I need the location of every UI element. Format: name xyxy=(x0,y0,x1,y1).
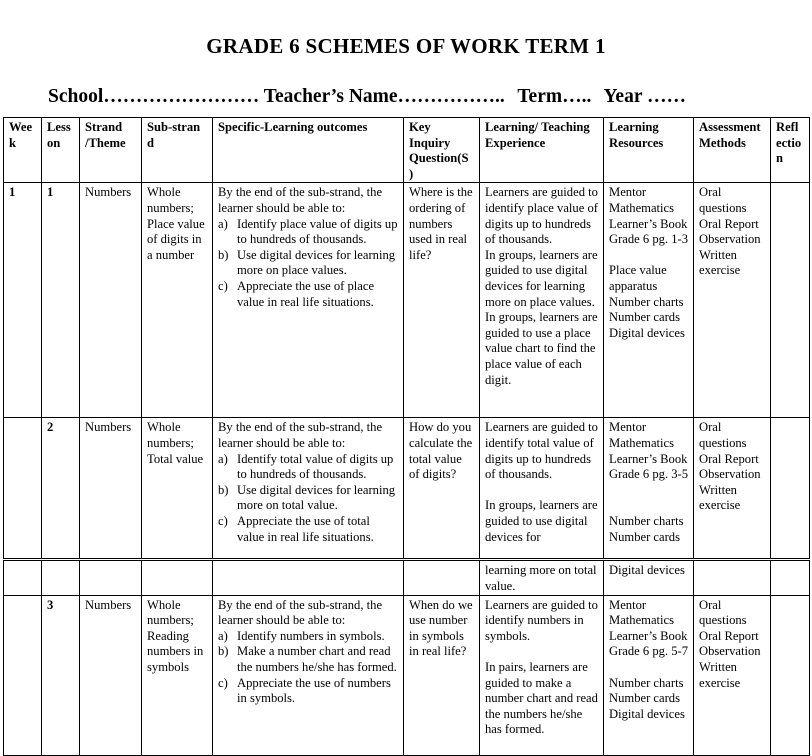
header-reflection: Refl ectio n xyxy=(771,118,810,183)
header-strand: Strand /Theme xyxy=(80,118,142,183)
resource-item: Number cards xyxy=(609,529,680,544)
header-outcomes: Specific-Learning outcomes xyxy=(213,118,404,183)
table-row xyxy=(4,183,810,418)
cell-kiq: Where is the ordering of numbers used in real life? xyxy=(404,183,480,418)
term-label: Term xyxy=(517,86,563,107)
resource-item: Digital devices xyxy=(609,706,685,721)
cell-reflection[interactable] xyxy=(771,595,810,755)
cell-outcomes xyxy=(213,595,404,755)
header-assessment: Assessment Methods xyxy=(694,118,771,183)
resource-item: Number charts xyxy=(609,513,684,528)
resource-item: Number charts xyxy=(609,294,684,309)
resource-item: Number charts xyxy=(609,675,684,690)
outcome-item: b) Use digital devices for learning more on total value. xyxy=(218,482,396,513)
table-row-continuation xyxy=(4,560,810,595)
assessment-item: Oral Report xyxy=(699,628,759,643)
table-row xyxy=(4,418,810,560)
cell-assessment xyxy=(694,595,771,755)
outcome-item: a) Identify numbers in symbols. xyxy=(218,628,385,643)
resource-item: Digital devices xyxy=(609,325,685,340)
cell-resources xyxy=(604,595,694,755)
assessment-item: Oral questions xyxy=(699,420,747,450)
page-title: GRADE 6 SCHEMES OF WORK TERM 1 xyxy=(206,34,606,58)
header-resources: Learning Resources xyxy=(604,118,694,183)
assessment-item: Oral Report xyxy=(699,451,759,466)
cell-strand: Numbers xyxy=(80,595,142,755)
outcome-item: a) Identify total value of digits up to hundreds of thousands. xyxy=(218,451,394,482)
cell-week xyxy=(4,595,42,755)
experience-item: In groups, learners are guided to use digital devices for xyxy=(485,498,598,544)
cell-reflection[interactable] xyxy=(771,560,810,595)
cell-lesson: 2 xyxy=(42,418,80,560)
experience-item: In pairs, learners are guided to make a number chart and read the numbers he/she has formed. xyxy=(485,659,598,737)
cell-lesson: 1 xyxy=(42,183,80,418)
cell-substrand: Whole numbers; Reading numbers in symbols xyxy=(142,595,213,755)
cell-reflection[interactable] xyxy=(771,183,810,418)
cell-week: 1 xyxy=(4,183,42,418)
cell-strand: Numbers xyxy=(80,183,142,418)
resource-book: Mentor Mathematics Learner’s Book Grade 6 pg. 3-5 xyxy=(609,420,689,482)
cell-outcomes xyxy=(213,183,404,418)
cell-week xyxy=(4,418,42,560)
outcome-item: a) Identify place value of digits up to hundreds of thousands. xyxy=(218,216,398,247)
cell-resources-continued: Digital devices xyxy=(604,560,694,595)
cell-resources xyxy=(604,183,694,418)
cell-strand: Numbers xyxy=(80,418,142,560)
assessment-item: Observation xyxy=(699,232,761,247)
assessment-item: Oral questions xyxy=(699,597,747,628)
year-label: Year xyxy=(603,86,643,107)
cell-experience xyxy=(480,595,604,755)
outcome-item: b) Make a number chart and read the numbers he/she has formed. xyxy=(218,644,397,674)
assessment-item: Written exercise xyxy=(699,482,741,513)
header-substrand: Sub-stran d xyxy=(142,118,213,183)
resource-item: Number cards xyxy=(609,310,680,325)
school-label: School xyxy=(48,86,104,107)
resource-book: Mentor Mathematics Learner’s Book Grade 6 pg. 5-7 xyxy=(609,597,689,659)
cell-assessment xyxy=(694,418,771,560)
school-dots: …………………… xyxy=(103,86,260,107)
header-experience: Learning/ Teaching Experience xyxy=(480,118,604,183)
teacher-label: Teacher’s Name xyxy=(263,86,398,107)
schemes-table xyxy=(3,117,810,756)
experience-item: In groups, learners are guided to use digital devices for learning more on place values. xyxy=(485,247,598,309)
cell-resources xyxy=(604,418,694,560)
resource-book: Mentor Mathematics Learner’s Book Grade 6 pg. 1-3 xyxy=(609,185,689,247)
cell-substrand: Whole numbers; Place value of digits in a number xyxy=(142,183,213,418)
experience-item: Learners are guided to identify total value of digits up to hundreds of thousands. xyxy=(485,420,598,482)
assessment-item: Observation xyxy=(699,467,761,482)
cell-reflection[interactable] xyxy=(771,418,810,560)
experience-item: In groups, learners are guided to use a place value chart to find the place value of each digit. xyxy=(485,310,598,387)
assessment-item: Observation xyxy=(699,644,761,659)
cell-experience xyxy=(480,183,604,418)
year-dots: …… xyxy=(647,86,687,107)
assessment-item: Oral Report xyxy=(699,216,759,231)
resource-item: Number cards xyxy=(609,691,680,706)
outcome-item: c) Appreciate the use of numbers in symbols. xyxy=(218,675,391,706)
outcomes-intro: By the end of the sub-strand, the learner should be able to: xyxy=(218,185,383,215)
outcome-item: c) Appreciate the use of place value in real life situations. xyxy=(218,278,375,309)
cell-outcomes xyxy=(213,418,404,560)
outcomes-intro: By the end of the sub-strand, the learner should be able to: xyxy=(218,597,383,628)
cell-kiq: How do you calculate the total value of digits? xyxy=(404,418,480,560)
outcome-item: b) Use digital devices for learning more on place values. xyxy=(218,247,396,278)
outcome-item: c) Appreciate the use of total value in real life situations. xyxy=(218,513,374,544)
experience-item: Learners are guided to identify numbers in symbols. xyxy=(485,597,598,643)
header-lesson: Less on xyxy=(42,118,80,183)
header-week: Wee k xyxy=(4,118,42,183)
experience-item: Learners are guided to identify place value of digits up to hundreds of thousands. xyxy=(485,185,598,247)
cell-experience xyxy=(480,418,604,560)
header-kiq: Key Inquiry Question(S ) xyxy=(404,118,480,183)
table-row xyxy=(4,595,810,755)
table-header-row xyxy=(4,118,810,183)
assessment-item: Written exercise xyxy=(699,247,741,278)
outcomes-intro: By the end of the sub-strand, the learner should be able to: xyxy=(218,420,383,450)
cell-assessment xyxy=(694,183,771,418)
cell-kiq: When do we use number in symbols in real life? xyxy=(404,595,480,755)
cell-experience-continued: learning more on total value. xyxy=(480,560,604,595)
assessment-item: Oral questions xyxy=(699,185,747,215)
cell-substrand: Whole numbers; Total value xyxy=(142,418,213,560)
term-dots: ….. xyxy=(562,86,592,107)
assessment-item: Written exercise xyxy=(699,659,741,690)
cell-lesson: 3 xyxy=(42,595,80,755)
teacher-dots: …………….. xyxy=(397,86,505,107)
header-info-line xyxy=(48,86,686,108)
resource-item: Place value apparatus xyxy=(609,263,667,293)
